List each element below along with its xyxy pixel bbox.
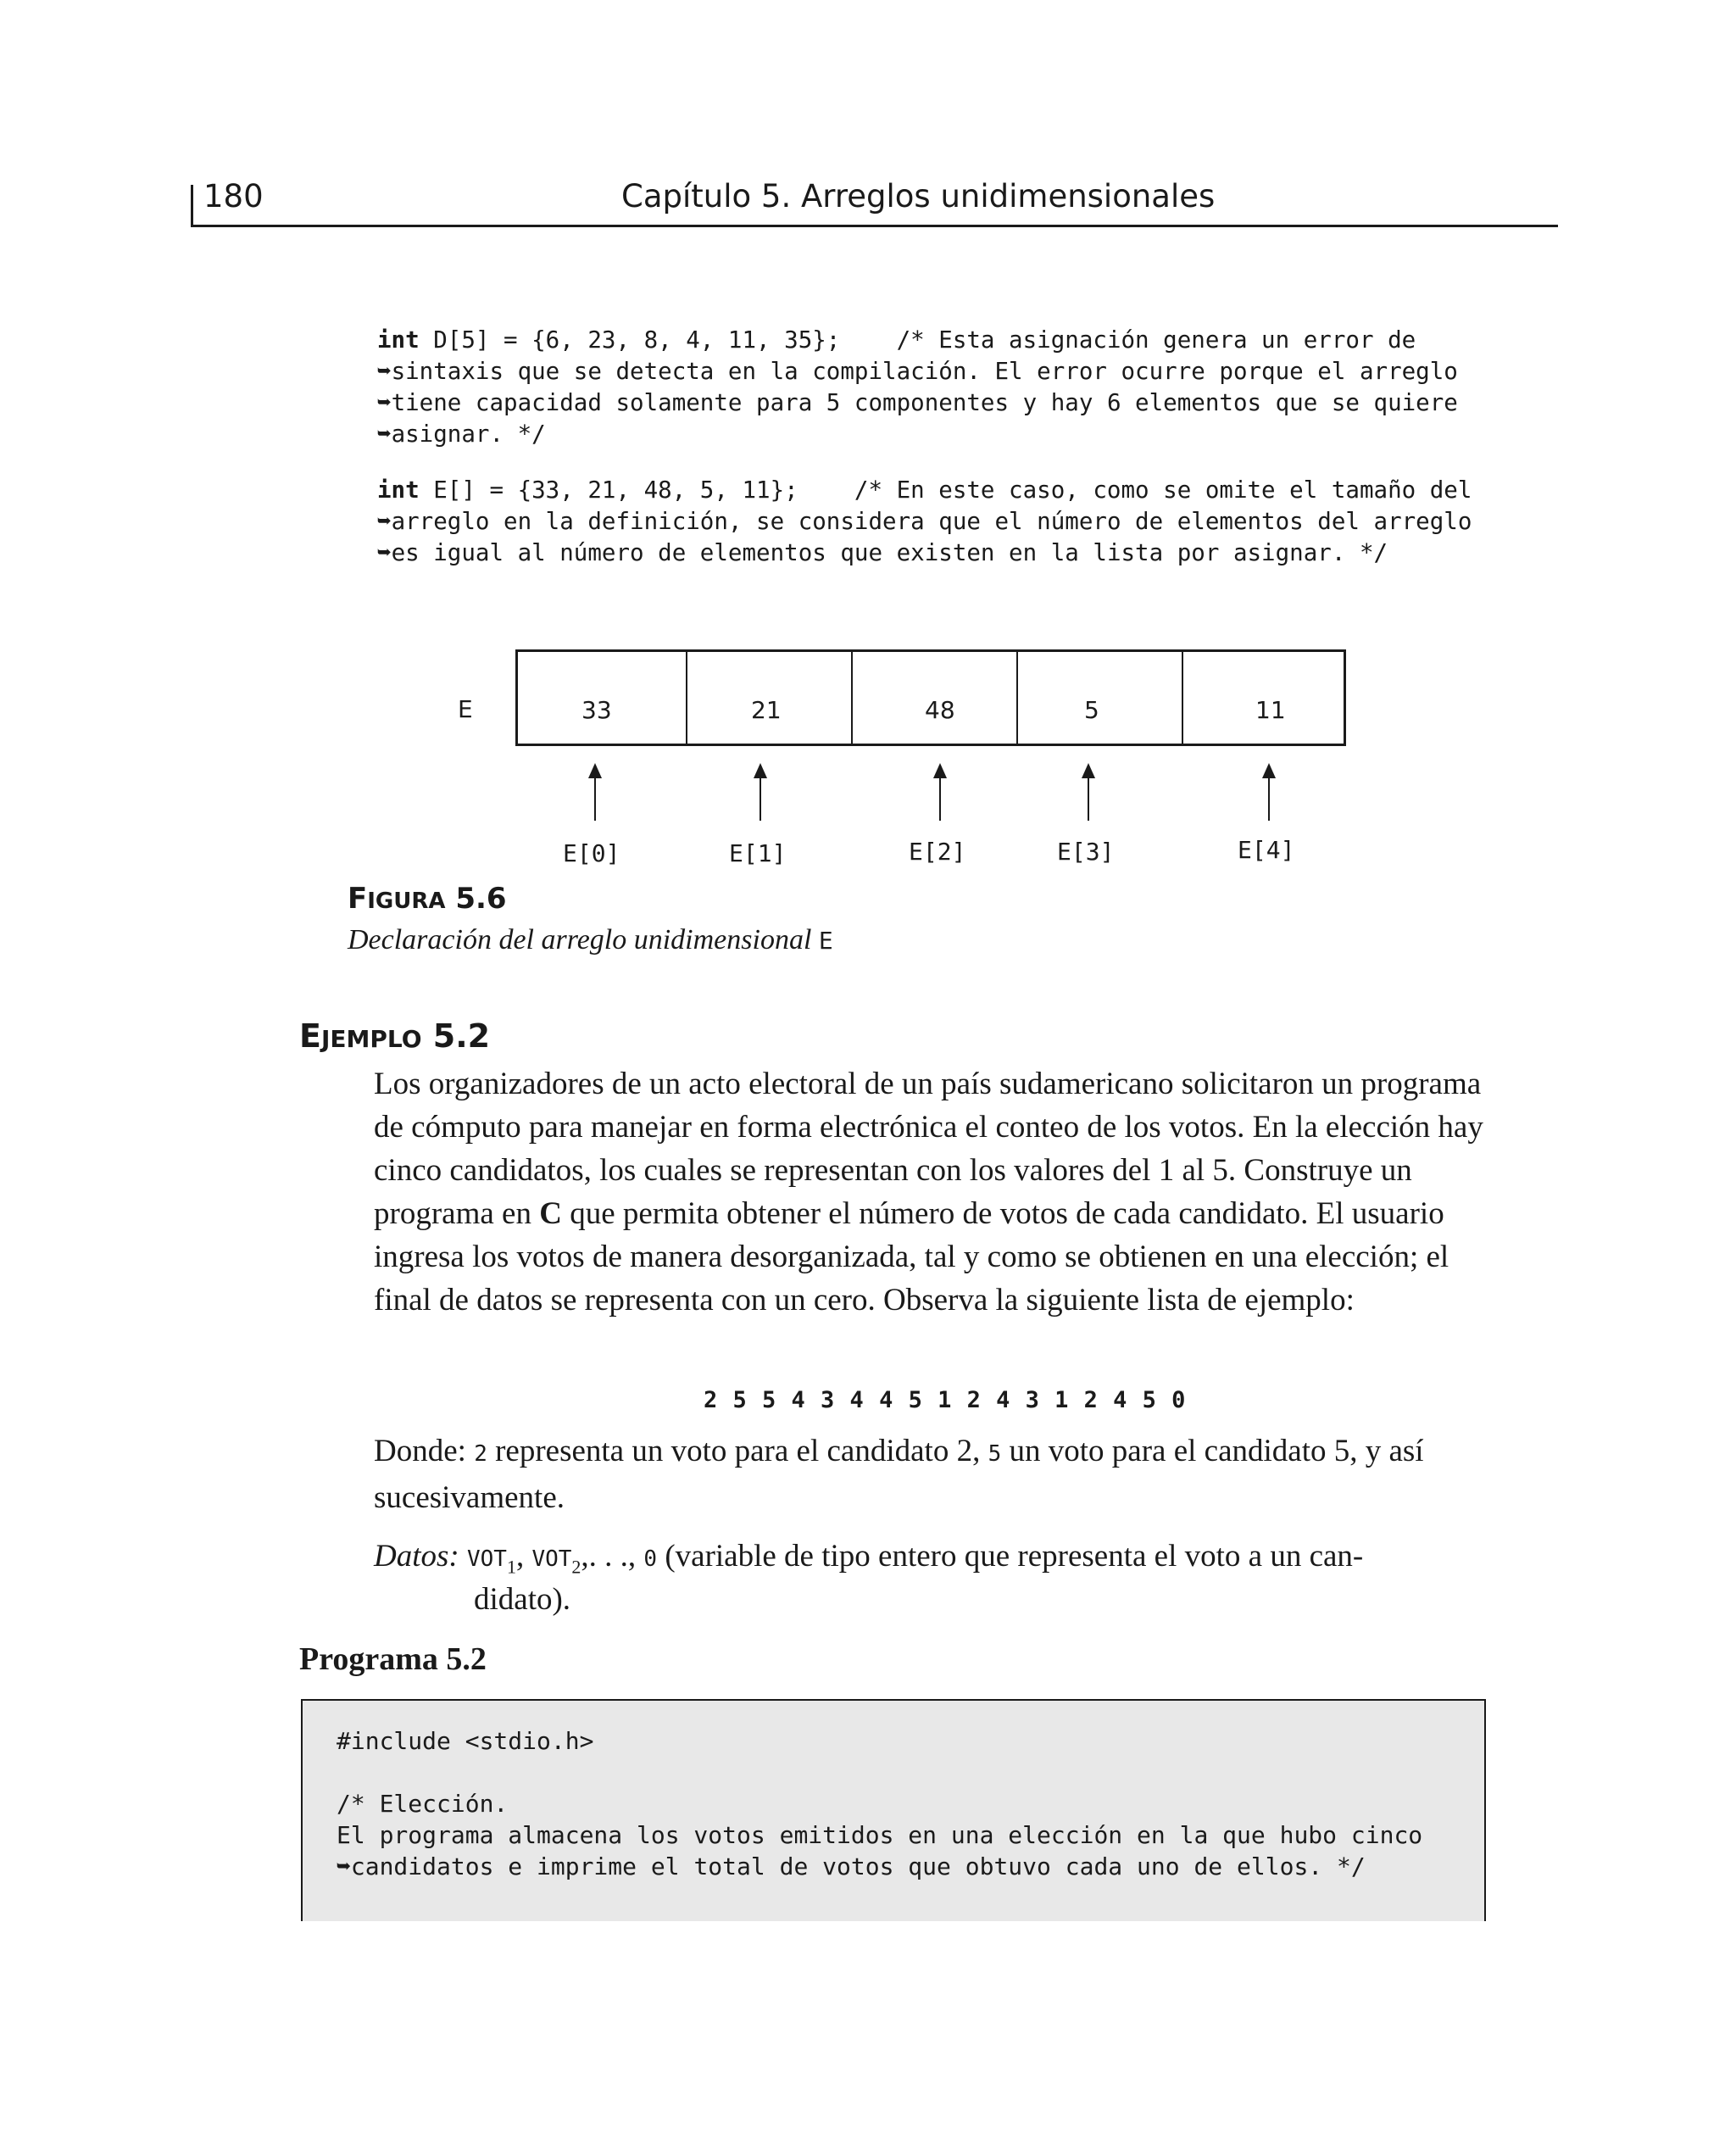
chapter-title: Capítulo 5. Arreglos unidimensionales [621, 178, 1216, 214]
continuation-arrow-icon: ➥ [377, 421, 392, 448]
index-arrow [1082, 763, 1095, 821]
figure-label: FIGURA 5.6 [348, 882, 507, 916]
array-cell: 33 [518, 652, 687, 744]
code-line-1: int D[5] = {6, 23, 8, 4, 11, 35}; /* Esta asignación genera un error de [377, 326, 1416, 354]
code-line-7: ➥es igual al número de elementos que existen en la lista por asignar. */ [377, 539, 1388, 566]
index-arrow [588, 763, 602, 821]
array-diagram [515, 649, 1346, 746]
code-line-2: ➥sintaxis que se detecta en la compilación. El error ocurre porque el arreglo [377, 358, 1458, 385]
index-arrow [933, 763, 947, 821]
page-number: 180 [203, 178, 264, 214]
index-arrow [754, 763, 767, 821]
array-cell: 5 [1018, 652, 1183, 744]
index-label: E[1] [729, 839, 787, 867]
index-label: E[4] [1238, 836, 1295, 864]
program-line-2: /* Elección. [337, 1790, 509, 1818]
vote-list: 2 5 5 4 3 4 4 5 1 2 4 3 1 2 4 5 0 [704, 1387, 1187, 1413]
program-line-1: #include <stdio.h> [337, 1727, 594, 1755]
index-label: E[3] [1057, 838, 1115, 866]
datos-paragraph-cont: didato). [474, 1582, 571, 1617]
header-tick [191, 185, 193, 227]
index-label: E[2] [909, 838, 966, 866]
code-line-5: int E[] = {33, 21, 48, 5, 11}; /* En este caso, como se omite el tamaño del [377, 476, 1472, 504]
code-line-3: ➥tiene capacidad solamente para 5 componentes y hay 6 elementos que se quiere [377, 389, 1458, 416]
code-line-4: ➥asignar. */ [377, 421, 546, 448]
program-title: Programa 5.2 [299, 1641, 487, 1677]
code-line-6: ➥arreglo en la definición, se considera que el número de elementos del arreglo [377, 508, 1472, 535]
array-cell: 11 [1255, 696, 1286, 724]
donde-paragraph: Donde: 2 representa un voto para el candidato 2, 5 un voto para el candidato 5, y así sucesivamente. [374, 1434, 1424, 1515]
index-label: E[0] [563, 839, 620, 867]
array-cell: 48 [853, 652, 1018, 744]
figure-caption: Declaración del arreglo unidimensional E [348, 924, 833, 955]
index-arrow [1262, 763, 1276, 821]
array-cell: 21 [687, 652, 853, 744]
array-name: E [458, 695, 473, 723]
continuation-arrow-icon: ➥ [377, 508, 392, 535]
example-title: EJEMPLO 5.2 [299, 1017, 491, 1055]
continuation-arrow-icon: ➥ [337, 1852, 351, 1880]
datos-paragraph: Datos: $VOT_1$, $VOT_2$,. . ., 0 (variable de tipo entero que representa el voto a un can- [374, 1539, 1364, 1578]
program-line-3: El programa almacena los votos emitidos en una elección en la que hubo cinco [337, 1821, 1423, 1849]
header-rule [191, 225, 1558, 227]
example-paragraph: Los organizadores de un acto electoral de un país sudamericano solicitaron un programa de cómputo para manejar en forma electrónica el conteo de los votos. En la elección hay cinco candidatos, los cuales se representan con los valores del 1 al 5. Construye un programa en C que permita obtener el número de votos de cada candidato. El usuario ingresa los votos de manera desorganizada, tal y como se obtienen en una elección; el final de datos se representa con un cero. Observa la siguiente lista de ejemplo: [374, 1067, 1483, 1318]
continuation-arrow-icon: ➥ [377, 358, 392, 385]
continuation-arrow-icon: ➥ [377, 539, 392, 566]
continuation-arrow-icon: ➥ [377, 389, 392, 416]
program-line-4: ➥candidatos e imprime el total de votos que obtuvo cada uno de ellos. */ [337, 1852, 1366, 1880]
